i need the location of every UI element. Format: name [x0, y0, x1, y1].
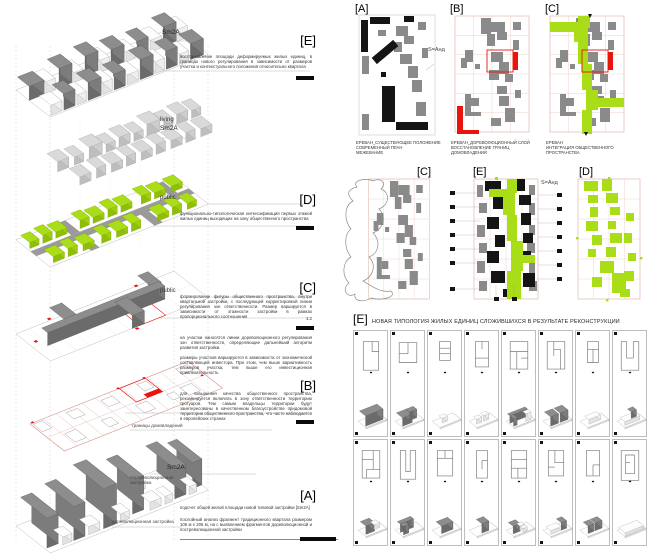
typology-cell	[538, 439, 573, 546]
typology-cell	[427, 439, 462, 546]
living-label: living	[160, 117, 174, 123]
layer-text-a2: послойный анализ фрагмент традиционного квартала размером 106 м x 206 м, на с выявлением фрагментов дореволюционной и постреволюционной застройки	[180, 517, 312, 532]
caption-plan-a	[356, 140, 448, 155]
plan-restored-units	[450, 177, 562, 303]
layer-text-d: функционально-типологическая интенсификация первых этажей жилых единиц выходящих на зону общественного пространства	[180, 211, 312, 221]
typology-cell	[538, 330, 573, 437]
caption-plan-b	[451, 140, 543, 155]
typology-tag: [E]	[353, 312, 368, 326]
divider-bar-e	[296, 76, 314, 80]
public-label-bottom: public	[160, 288, 176, 294]
note-investor: размеры участков варьируются в зависимости от экономической составляющей инвестора. При этом, чем выше вариативность размеров участка, тем выше его инвестиционная привлекательность	[180, 355, 312, 375]
plan-tag-a: [A]	[355, 3, 369, 15]
typology-cell	[353, 330, 388, 437]
plan-tag-e2: [E]	[473, 166, 487, 178]
layer-text-e: восстановление площади деформируемых жилых единиц, в границах нового регулирования в зависимости от размеров участка и контекстуального положения относительно квартала	[180, 54, 312, 69]
typology-grid	[353, 330, 647, 546]
caption-plan-c	[546, 140, 648, 155]
layer-tag-d: [D]	[299, 192, 316, 207]
caption-line: МЕЖЕВАНИЕ	[356, 150, 384, 155]
area-label-plan-a: S=Aнд	[428, 47, 445, 53]
layer-text-c: формирование фигуры общественного пространства, внутри квартальной застройки, с последующей корректировкой линии регулирования зон ответственности. Размер варьируется в зависимости от этажности застройки в рамках пропорционального соотношения	[180, 294, 312, 319]
area-label-plan-e2: S=Aнд	[541, 180, 558, 186]
layer-tag-c: [C]	[299, 280, 316, 295]
typology-title: НОВАЯ ТИПОЛОГИЯ ЖИЛЫХ ЕДИНИЦ СЛОЖИВШИХСЯ В РЕЗУЛЬТАТЕ РЕКОНСТРУКЦИИ	[372, 319, 620, 325]
plan-tag-d2: [D]	[579, 166, 594, 178]
plan-green-units	[576, 177, 644, 303]
typology-cell	[427, 330, 462, 437]
caption-line: ИНТЕГРАЦИЯ ОБЩЕСТВЕННОГО ПРОСТРАНСТВА	[546, 145, 614, 155]
typology-cell	[390, 330, 425, 437]
layer-tag-b: [B]	[300, 378, 316, 393]
caption-line: ЕРЕВАН	[546, 140, 563, 145]
divider-bar-c	[296, 326, 314, 330]
divider-bar-a	[300, 537, 336, 541]
typology-cell	[612, 330, 647, 437]
layer-text-a1: подсчет общей жилой площади новой типовой застройки [Sm2A]	[180, 505, 310, 510]
caption-line: ЕРЕВАН_ДОРЕВОЛЮЦИОННЫЙ СЛОЙ	[451, 140, 530, 145]
typology-cell	[353, 439, 388, 546]
layer-tag-e: [E]	[300, 33, 316, 48]
note-regulation: на участки наносятся линии дореволюционного регулирования зон ответственности, определяющие дальнейший алгоритм развития застройки.	[180, 335, 312, 350]
area-label-bottom: Sm2A	[167, 464, 185, 471]
plan-existing	[358, 14, 436, 136]
plan-blob-overlay	[347, 177, 433, 303]
caption-line: СОВРЕМЕННЫЙ ПЛАН	[356, 145, 403, 150]
typology-cell	[575, 439, 610, 546]
ratio-label: 1:2	[306, 316, 312, 321]
typology-cell	[390, 439, 425, 546]
caption-line: ЕРЕВАН_СУЩЕСТВУЮЩЕЕ ПОЛОЖЕНИЕ	[356, 140, 441, 145]
plan-prerev-layer	[453, 14, 531, 136]
plan-tag-c: [C]	[545, 3, 560, 15]
typology-cell	[501, 439, 536, 546]
area-label-living: Sm2A	[160, 125, 178, 132]
typology-cell	[464, 439, 499, 546]
divider-bar-b	[296, 420, 314, 424]
typology-cell	[501, 330, 536, 437]
plan-tag-b: [B]	[450, 3, 464, 15]
layer-text-b: для повышения качества общественного пространства, рекомендуется включать в зону ответственности территорию тротуаров. Тем самым владельцы территории будут заинтересованы в качественном благоустройстве придомовой территории общественного пространства, что часто наблюдается в европейских странах	[180, 391, 312, 421]
public-label-top: public	[160, 195, 176, 201]
postrev-label: постреволюционная застройка	[130, 475, 174, 486]
boundaries-label: границы домовладений	[132, 423, 183, 428]
divider-bar-d	[296, 226, 314, 230]
layer-tag-a: [A]	[300, 488, 316, 503]
plan-public-integration	[548, 14, 626, 136]
area-label-top: Sm2A	[162, 29, 180, 36]
caption-line: ВОССТАНОВЛЕНИЕ ГРАНИЦ ДОМОВЛАДЕНИЙ	[451, 145, 510, 155]
typology-cell	[464, 330, 499, 437]
typology-cell	[575, 330, 610, 437]
prerev-label: дореволюционная застройка	[112, 519, 174, 524]
plan-tag-c2: [C]	[417, 166, 432, 178]
typology-cell	[612, 439, 647, 546]
